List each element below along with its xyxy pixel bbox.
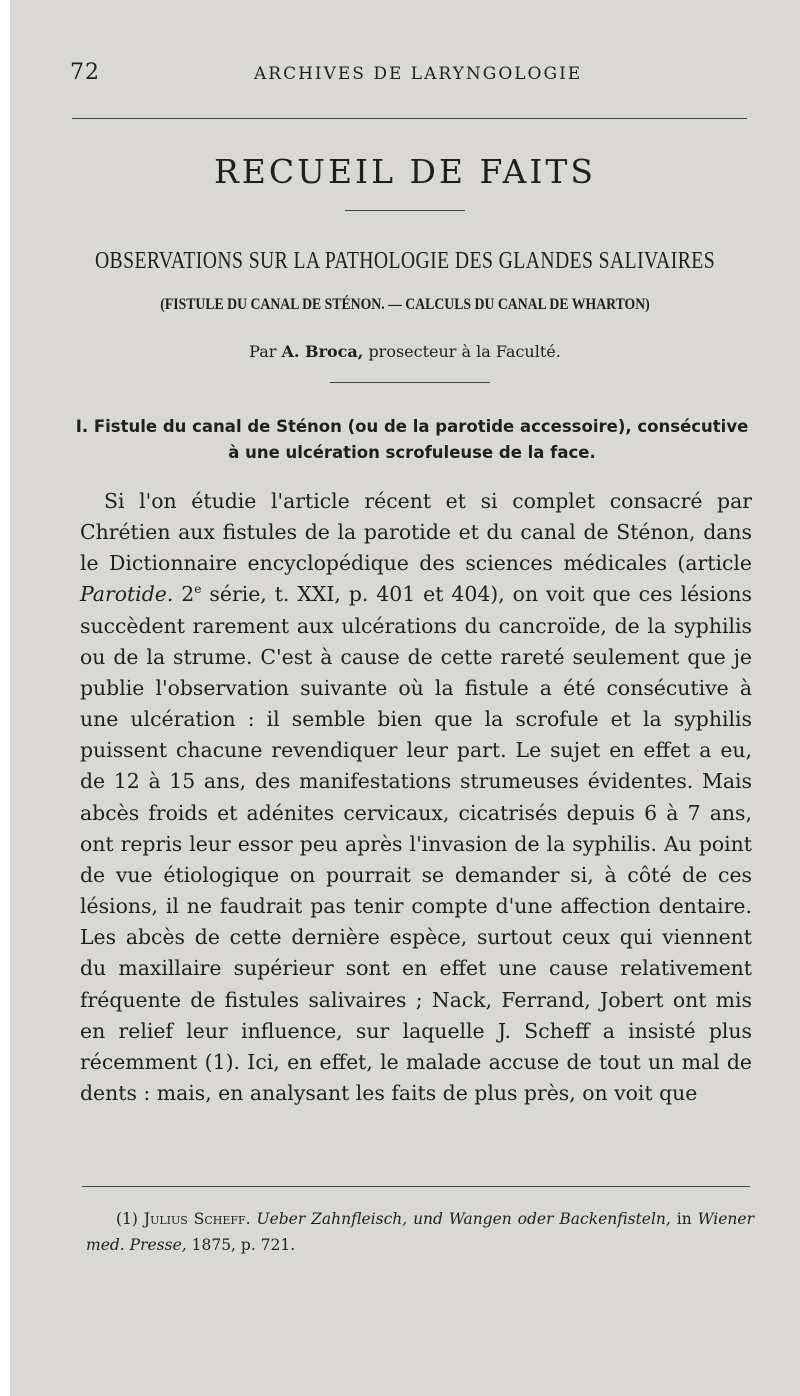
body-text-segment: série, t. XXI, p. 401 et 404), on voit que ces lésions succèdent rarement aux ulcérations du cancroïde, de la syphilis ou de la strume. C'est à cause de cette rareté seulement que je publie l'observation suivante où la fistule a été consécutive à une ulcération : il semble bien que la scrofule et la syphilis puissent chacune revendiquer leur part. Le sujet en effet a eu, de 12 à 15 ans, des manifestations strumeuses évidentes. Mais abcès froids et adénites cervicaux, cicatrisés depuis 6 à 7 ans, ont repris leur essor peu après l'invasion de la syphilis. Au point de vue étiologique on pourrait se demander si, à côté de ces lésions, il ne faudrait pas tenir compte d'une affection dentaire. Les abcès de cette dernière espèce, surtout ceux qui viennent du maxillaire supérieur sont en effet une cause relativement fréquente de fistules salivaires ; Nack, Ferrand, Jobert ont mis en relief leur influence, sur laquelle J. Scheff a insisté plus récemment (1). Ici, en effet, le malade accuse de tout un mal de dents : mais, en analysant les faits de plus près, on voit que <box>80 582 752 1105</box>
footnote-citation: 1875, p. 721. <box>191 1236 296 1254</box>
article-title: OBSERVATIONS SUR LA PATHOLOGIE DES GLANDES SALIVAIRES <box>94 248 716 274</box>
footnote-rule <box>82 1186 750 1187</box>
author-affiliation: prosecteur à la Faculté. <box>368 342 561 361</box>
byline-prefix: Par <box>249 342 277 361</box>
page-number: 72 <box>70 60 100 85</box>
body-paragraph <box>80 486 752 1109</box>
body-italic-segment: Parotide. <box>80 582 174 607</box>
author-name: A. Broca, <box>281 342 364 361</box>
body-text <box>80 486 752 1109</box>
book-page <box>10 0 800 1396</box>
header-rule <box>72 118 747 119</box>
footnote-title: Ueber Zahnfleisch, und Wangen oder Backenfisteln, <box>256 1210 671 1228</box>
footnote-text <box>86 1206 754 1258</box>
case-heading: I. Fistule du canal de Sténon (ou de la parotide accessoire), consécutive à une ulcération scrofuleuse de la face. <box>75 417 749 462</box>
superscript: e <box>194 582 202 597</box>
byline <box>10 342 800 361</box>
journal-title: ARCHIVES DE LARYNGOLOGIE <box>254 64 583 84</box>
body-text-segment: Si l'on étudie l'article récent et si complet consacré par Chrétien aux fistules de la parotide et du canal de Sténon, dans le Dictionnaire encyclopédique des sciences médicales (article <box>80 489 752 576</box>
running-head <box>10 60 800 90</box>
section-title: RECUEIL DE FAITS <box>213 152 597 191</box>
footnote-journal: Wiener med. Presse, <box>86 1210 754 1254</box>
footnote-author: Julius Scheff. <box>143 1210 251 1228</box>
footnote-marker: (1) <box>116 1210 138 1228</box>
section-divider <box>345 210 465 211</box>
byline-divider <box>330 382 490 383</box>
footnote-in: in <box>676 1210 692 1228</box>
footnote <box>86 1206 754 1258</box>
body-text-segment: 2 <box>173 582 195 607</box>
article-subtitle: (FISTULE DU CANAL DE STÉNON. — CALCULS DU CANAL DE WHARTON) <box>160 296 650 313</box>
